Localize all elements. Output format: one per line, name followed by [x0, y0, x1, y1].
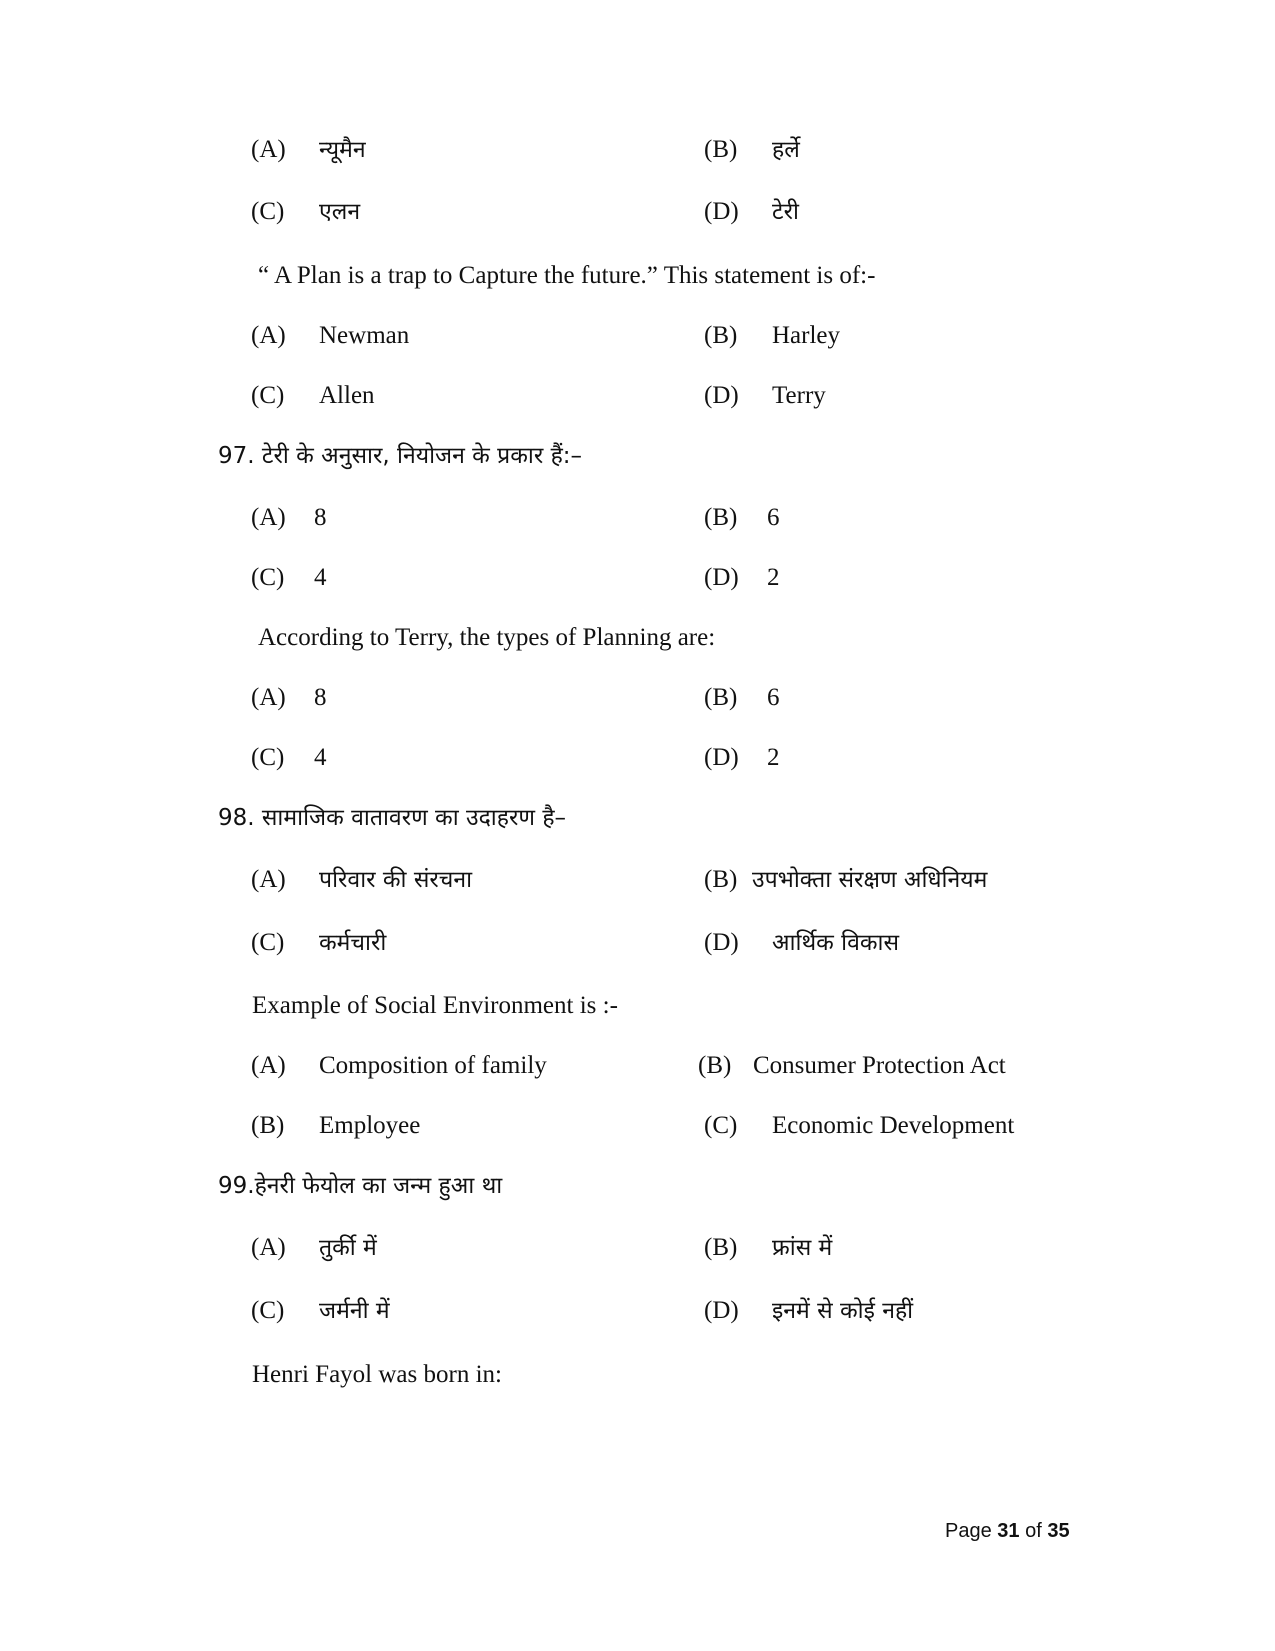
option-text: एलन — [319, 199, 361, 225]
option-text: Terry — [772, 382, 826, 409]
page-sep: of — [1025, 1520, 1042, 1542]
option-label: (B) — [704, 1234, 738, 1261]
option-text: 8 — [314, 504, 327, 531]
option-text: Newman — [319, 322, 410, 349]
option-label: (A) — [251, 504, 286, 531]
option-label: (B) — [698, 1052, 732, 1079]
option-text: 2 — [767, 564, 780, 591]
option-label: (A) — [251, 136, 286, 163]
option-text: 6 — [767, 684, 780, 711]
option-label: (B) — [704, 136, 738, 163]
question-text: 98. सामाजिक वातावरण का उदाहरण है– — [218, 805, 567, 831]
option-text: Consumer Protection Act — [753, 1052, 1006, 1079]
option-label: (D) — [704, 744, 739, 771]
option-label: (C) — [251, 564, 285, 591]
option-text: टेरी — [772, 199, 799, 225]
option-text: Employee — [319, 1112, 421, 1139]
option-text: परिवार की संरचना — [319, 867, 473, 893]
page-prefix: Page — [945, 1520, 992, 1542]
option-label: (B) — [704, 504, 738, 531]
option-label: (B) — [704, 866, 738, 893]
option-text: 6 — [767, 504, 780, 531]
option-text: जर्मनी में — [319, 1298, 390, 1324]
option-label: (C) — [251, 1297, 285, 1324]
option-text: हर्ले — [772, 137, 800, 163]
question-text: According to Terry, the types of Planning are: — [258, 624, 716, 651]
page-current: 31 — [997, 1520, 1020, 1542]
option-text: तुर्की में — [319, 1235, 377, 1261]
option-label: (D) — [704, 198, 739, 225]
option-text: Harley — [772, 322, 841, 349]
option-label: (A) — [251, 684, 286, 711]
option-label: (A) — [251, 1234, 286, 1261]
option-text: फ्रांस में — [772, 1235, 833, 1261]
option-label: (C) — [251, 382, 285, 409]
option-text: Allen — [319, 382, 375, 409]
option-label: (B) — [704, 322, 738, 349]
question-text: Henri Fayol was born in: — [252, 1361, 502, 1388]
option-text: Economic Development — [772, 1112, 1015, 1139]
option-text: 4 — [314, 564, 327, 591]
question-text: 97. टेरी के अनुसार, नियोजन के प्रकार हैं:– — [218, 443, 583, 469]
option-text: 2 — [767, 744, 780, 771]
option-text: इनमें से कोई नहीं — [772, 1298, 914, 1324]
option-label: (A) — [251, 866, 286, 893]
option-text: Composition of family — [319, 1052, 547, 1079]
option-label: (A) — [251, 1052, 286, 1079]
page-footer — [945, 1518, 1070, 1544]
option-label: (D) — [704, 564, 739, 591]
question-text: 99.हेनरी फेयोल का जन्म हुआ था — [218, 1173, 503, 1199]
option-text: उपभोक्ता संरक्षण अधिनियम — [752, 867, 988, 893]
question-text: Example of Social Environment is :- — [252, 992, 618, 1019]
page-total: 35 — [1047, 1520, 1070, 1542]
option-label: (B) — [251, 1112, 285, 1139]
option-label: (C) — [704, 1112, 738, 1139]
option-label: (D) — [704, 382, 739, 409]
question-text: “ A Plan is a trap to Capture the future.” This statement is of:- — [258, 262, 876, 289]
option-label: (C) — [251, 198, 285, 225]
option-label: (C) — [251, 929, 285, 956]
option-text: न्यूमैन — [319, 137, 366, 163]
option-text: आर्थिक विकास — [772, 930, 900, 956]
option-label: (D) — [704, 1297, 739, 1324]
option-text: 8 — [314, 684, 327, 711]
option-label: (A) — [251, 322, 286, 349]
option-label: (D) — [704, 929, 739, 956]
option-text: 4 — [314, 744, 327, 771]
option-text: कर्मचारी — [319, 930, 387, 956]
option-label: (B) — [704, 684, 738, 711]
option-label: (C) — [251, 744, 285, 771]
